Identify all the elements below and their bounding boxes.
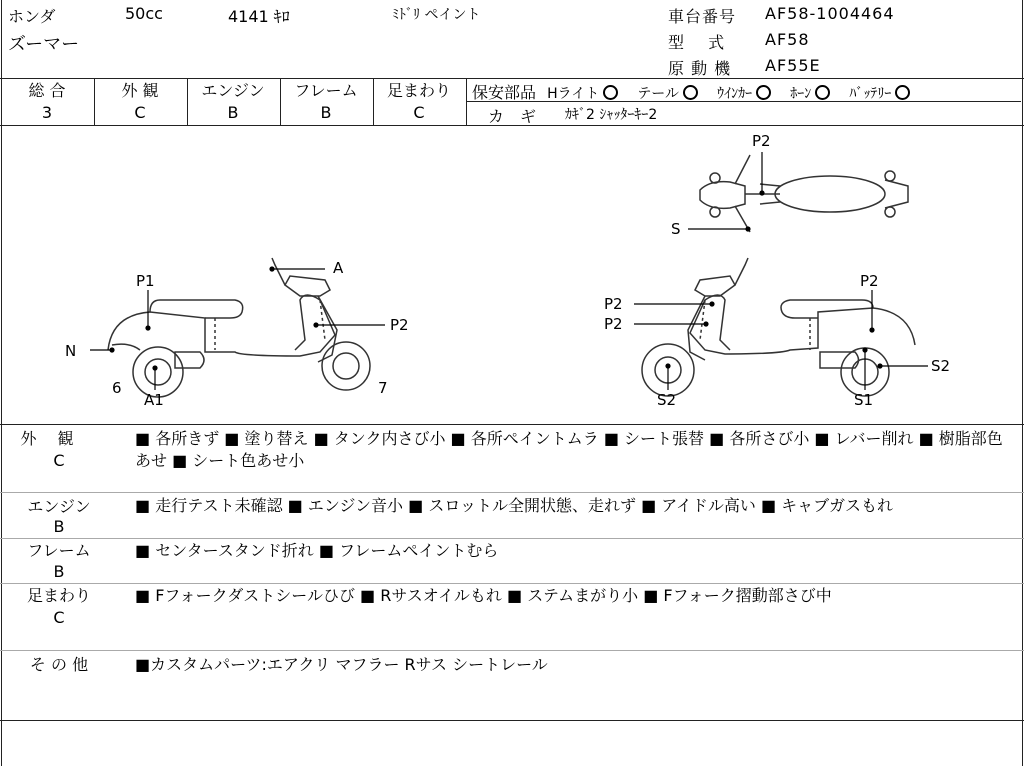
safety-tail: テール (637, 86, 680, 102)
grade-label-engine: エンジン (201, 81, 265, 100)
section-text-other: ■カスタムパーツ:エアクリ マフラー Rサス シートレール (135, 655, 548, 674)
diagram-label: P2 (752, 132, 771, 150)
divider (0, 583, 1024, 584)
color: ﾐﾄﾞﾘ ペイント (392, 7, 481, 23)
divider (0, 538, 1024, 539)
safety-headlight: Hライト (547, 86, 600, 102)
diagram-label: P2 (390, 316, 409, 334)
grade-value-exterior: C (134, 103, 146, 122)
ok-circle-icon (683, 85, 698, 100)
divider (0, 720, 1024, 721)
diagram-label: S2 (657, 391, 677, 409)
diagram-label: P2 (604, 315, 623, 333)
section-label-exterior: 外 観 (20, 429, 74, 448)
ok-circle-icon (815, 85, 830, 100)
safety-label: 保安部品 (472, 83, 537, 102)
diagram-label: S (671, 220, 681, 238)
grade-value-total: 3 (41, 103, 53, 122)
section-label-suspension: 足まわり (26, 586, 91, 605)
key-label: カ ギ (488, 107, 537, 126)
ok-circle-icon (756, 85, 771, 100)
diagram-label: 6 (112, 379, 122, 397)
safety-winker: ｳｲﾝｶｰ (717, 86, 753, 102)
diagram-label: S2 (931, 357, 951, 375)
safety-horn: ﾎｰﾝ (790, 86, 812, 102)
ok-circle-icon (603, 85, 618, 100)
maker: ホンダ (8, 7, 56, 26)
section-text-suspension: ■ Fフォークダストシールひび ■ Rサスオイルもれ ■ ステムまがり小 ■ Fフォーク摺動部さび中 (135, 586, 832, 605)
displacement: 50cc (125, 4, 163, 23)
grade-value-engine: B (227, 103, 239, 122)
scooter-diagram (0, 126, 1024, 426)
diagram-label: P2 (604, 295, 623, 313)
ok-circle-icon (895, 85, 910, 100)
divider (0, 424, 1024, 425)
diagram-label: A1 (144, 391, 164, 409)
section-label-frame: フレーム (27, 541, 91, 560)
diagram-label: A (333, 259, 344, 277)
model-name: ズーマー (8, 34, 80, 55)
grade-label-suspension: 足まわり (386, 81, 451, 100)
frame-no: AF58-1004464 (765, 4, 895, 23)
diagram-label: P1 (136, 272, 155, 290)
section-label-other: そ の 他 (29, 655, 89, 674)
grade-value-suspension: C (413, 103, 425, 122)
diagram-label: N (65, 342, 77, 360)
grade-value-frame: B (320, 103, 332, 122)
grade-label-frame: フレーム (294, 81, 358, 100)
divider (0, 492, 1024, 493)
section-grade-exterior: C (53, 451, 65, 470)
grade-label-total: 総 合 (28, 81, 66, 100)
section-text-frame: ■ センタースタンド折れ ■ フレームペイントむら (135, 541, 499, 560)
safety-battery: ﾊﾞｯﾃﾘｰ (849, 86, 892, 102)
section-grade-engine: B (53, 517, 65, 536)
model-type: AF58 (765, 30, 810, 49)
frame-no-label: 車台番号 (668, 7, 737, 26)
section-text-exterior: ■ 各所きず ■ 塗り替え ■ タンク内さび小 ■ 各所ペイントムラ ■ シート張替 ■ 各所さび小 ■ レバー削れ ■ 樹脂部色あせ ■ シート色あせ小 (135, 429, 1003, 470)
mileage: 4141 ｷﾛ (228, 7, 290, 26)
key-value: ｶｷﾞ2 ｼｬｯﾀｰｷｰ2 (565, 107, 658, 123)
scooter-top-view (700, 155, 908, 232)
section-grade-frame: B (53, 562, 65, 581)
model-type-label: 型 式 (668, 33, 726, 52)
divider (0, 650, 1024, 651)
engine-type-label: 原 動 機 (668, 59, 732, 78)
grade-label-exterior: 外 観 (121, 81, 159, 100)
section-grade-suspension: C (53, 608, 65, 627)
diagram-label: S1 (854, 391, 874, 409)
divider (0, 78, 1024, 79)
diagram-label: P2 (860, 272, 879, 290)
engine-type: AF55E (765, 56, 821, 75)
section-text-engine: ■ 走行テスト未確認 ■ エンジン音小 ■ スロットル全開状態、走れず ■ アイドル高い ■ キャブガスもれ (135, 496, 894, 515)
diagram-label: 7 (378, 379, 388, 397)
safety-row (472, 80, 910, 103)
section-label-engine: エンジン (27, 497, 91, 516)
